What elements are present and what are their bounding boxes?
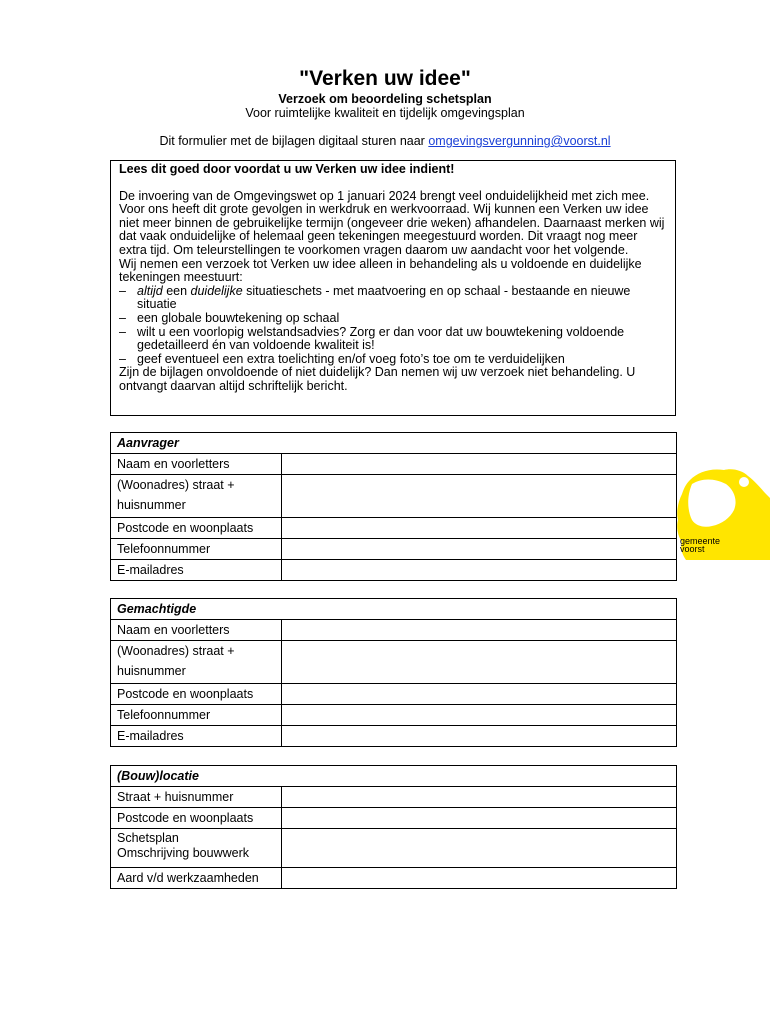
logo-dot: [739, 477, 749, 487]
page-title: "Verken uw idee": [299, 67, 471, 90]
gemachtigde-table: [110, 598, 677, 747]
address-label-line-1: (Woonadres) straat +: [117, 478, 235, 492]
list-text: een: [162, 283, 191, 298]
phone-field[interactable]: [282, 539, 677, 560]
work-field[interactable]: [282, 868, 677, 889]
email-field[interactable]: [282, 560, 677, 581]
name-label: Naam en voorletters: [111, 454, 282, 475]
send-instruction: [0, 134, 770, 149]
list-text: wilt u een voorlopig welstandsadvies? Zorg er dan voor dat uw bouwtekening voldoende gedetailleerd én van voldoende kwaliteit is!: [137, 324, 625, 353]
logo-text-line-2: voorst: [680, 544, 705, 554]
logo-text-line-1: gemeente: [680, 536, 721, 546]
intro-paragraph-3: Zijn de bijlagen onvoldoende of niet duidelijk? Dan nemen wij uw verzoek niet behandeling. U ontvangt daarvan altijd schriftelijk bericht.: [119, 365, 636, 393]
gemachtigde-heading: Gemachtigde: [111, 599, 677, 620]
sketch-label: [111, 829, 282, 868]
send-text: Dit formulier met de bijlagen digitaal sturen naar: [159, 134, 429, 148]
postcode-field[interactable]: [282, 684, 677, 705]
dash-bullet: –: [119, 324, 126, 339]
intro-heading: Lees dit goed door voordat u uw Verken uw idee indient!: [119, 162, 455, 176]
list-item: [119, 285, 667, 312]
email-field[interactable]: [282, 726, 677, 747]
list-item: [119, 326, 667, 353]
dash-bullet: –: [119, 351, 126, 366]
address-label: [111, 641, 282, 684]
sketch-field[interactable]: [282, 829, 677, 868]
list-text: geef eventueel een extra toelichting en/of voeg foto’s toe om te verduidelijken: [137, 351, 565, 366]
list-text: situatieschets - met maatvoering en op schaal - bestaande en nieuwe situatie: [137, 283, 631, 312]
locatie-table: [110, 765, 677, 889]
postcode-label: Postcode en woonplaats: [111, 518, 282, 539]
locatie-heading: (Bouw)locatie: [111, 766, 677, 787]
emphasis-text: duidelijke: [190, 283, 243, 298]
email-label: E-mailadres: [111, 726, 282, 747]
phone-label: Telefoonnummer: [111, 539, 282, 560]
address-label-line-2: huisnummer: [117, 664, 186, 678]
emphasis-text: altijd: [137, 283, 163, 298]
email-link[interactable]: omgevingsvergunning@voorst.nl: [428, 134, 611, 148]
street-label: Straat + huisnummer: [111, 787, 282, 808]
gemeente-voorst-logo: [676, 468, 770, 560]
postcode-label: Postcode en woonplaats: [111, 684, 282, 705]
aanvrager-table: [110, 432, 677, 581]
sketch-label-line-2: Omschrijving bouwwerk: [117, 846, 249, 860]
list-text: een globale bouwtekening op schaal: [137, 310, 340, 325]
address-label-line-1: (Woonadres) straat +: [117, 644, 235, 658]
address-field[interactable]: [282, 475, 677, 518]
requirements-list: [119, 285, 667, 367]
work-label: Aard v/d werkzaamheden: [111, 868, 282, 889]
street-field[interactable]: [282, 787, 677, 808]
address-label: [111, 475, 282, 518]
postcode-label: Postcode en woonplaats: [111, 808, 282, 829]
dash-bullet: –: [119, 283, 126, 298]
name-label: Naam en voorletters: [111, 620, 282, 641]
intro-paragraph-2: Wij nemen een verzoek tot Verken uw idee alleen in behandeling als u voldoende en duidelijke tekeningen meestuurt:: [119, 256, 642, 285]
intro-paragraph-1: De invoering van de Omgevingswet op 1 januari 2024 brengt veel onduidelijkheid met zich mee. Voor ons heeft dit grote gevolgen in werkdruk en werkvoorraad. Wij kunnen een Verken uw idee niet meer binnen de gebruikelijke termijn (ongeveer drie weken) afhandelen. Daarnaast merken wij dat vaak onduidelijke of helemaal geen tekeningen meegestuurd worden. Dit vraagt nog meer extra tijd. Om teleurstellingen te voorkomen vragen daarom uw aandacht voor het volgende.: [119, 188, 665, 257]
email-label: E-mailadres: [111, 560, 282, 581]
address-field[interactable]: [282, 641, 677, 684]
dash-bullet: –: [119, 310, 126, 325]
list-item: [119, 312, 667, 326]
page-subline: Voor ruimtelijke kwaliteit en tijdelijk omgevingsplan: [245, 106, 525, 120]
list-item: [119, 353, 667, 367]
name-field[interactable]: [282, 454, 677, 475]
address-label-line-2: huisnummer: [117, 498, 186, 512]
sketch-label-line-1: Schetsplan: [117, 831, 179, 845]
postcode-field[interactable]: [282, 518, 677, 539]
postcode-field[interactable]: [282, 808, 677, 829]
phone-field[interactable]: [282, 705, 677, 726]
name-field[interactable]: [282, 620, 677, 641]
page-subtitle: Verzoek om beoordeling schetsplan: [278, 92, 492, 106]
intro-box: [110, 160, 676, 416]
aanvrager-heading: Aanvrager: [111, 433, 677, 454]
phone-label: Telefoonnummer: [111, 705, 282, 726]
